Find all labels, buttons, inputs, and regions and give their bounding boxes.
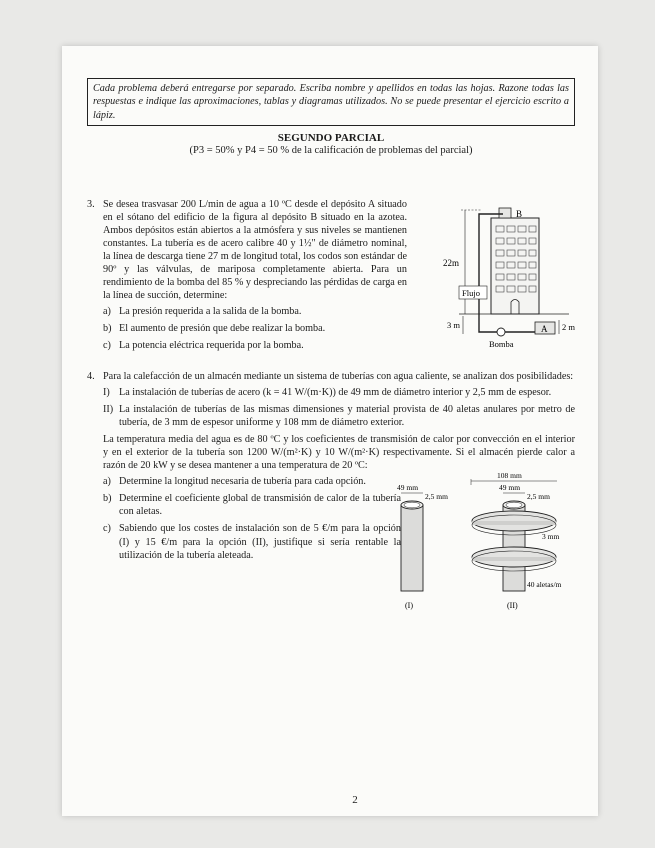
problem-3-question-c: c) La potencia eléctrica requerida por la bomba. bbox=[103, 340, 304, 352]
tank-a-label: A bbox=[541, 324, 548, 334]
problem-4-option-i: I) La instalación de tuberías de acero (k = 41 W/(m·K)) de 49 mm de diámetro interior y 2,5 mm de espesor. bbox=[103, 387, 552, 399]
pump-label: Bomba bbox=[489, 339, 514, 349]
instructions-box: Cada problema deberá entregarse por separado. Escriba nombre y apellidos en todas las hojas. Razone todas las respuestas e indique las aproximaciones, tablas y diagramas utilizados. No se puede presentar el ejercicio escrito a lápiz. bbox=[87, 78, 575, 126]
tank-b-label: B bbox=[516, 209, 523, 219]
tank-2m-label: 2 m bbox=[562, 322, 575, 332]
pipe-ii-thickness-label: 2,5 mm bbox=[527, 492, 550, 501]
flow-label: Flujo bbox=[462, 288, 480, 298]
pipe-i-diameter-label: 49 mm bbox=[397, 483, 419, 492]
pipe-ii-label: (II) bbox=[507, 601, 518, 610]
exam-subtitle: (P3 = 50% y P4 = 50 % de la calificación de problemas del parcial) bbox=[189, 144, 473, 156]
problem-3-number: 3. bbox=[87, 199, 95, 210]
problem-4-question-c: c) Sabiendo que los costes de instalación son de 5 €/m para la opción (I) y 15 €/m para la opción (II), justifique si sería rentable la utilización de la tubería aleteada. bbox=[103, 523, 401, 561]
exam-title: SEGUNDO PARCIAL bbox=[277, 131, 385, 144]
pipe-i-thickness-label: 2,5 mm bbox=[425, 492, 448, 501]
building-figure bbox=[419, 206, 574, 351]
problem-3-statement: Se desea trasvasar 200 L/min de agua a 10 ºC desde el depósito A situado en el sótano del edificio de la figura al depósito B situado en la azotea. Ambos depósitos están abiertos a la atmósfera y sus niveles se mantienen constantes. La tubería es de acero calibre 40 y 1½" de diámetro nominal, la línea de descarga tiene 27 m de longitud total, los codos son estándar de 90º y las válvulas, de mariposa completamente abierta. Para un rendimiento de la bomba del 85 % y despreciando las pérdidas de carga en la línea de succión, determine: bbox=[103, 199, 407, 302]
problem-3-question-a: a) La presión requerida a la salida de la bomba. bbox=[103, 306, 302, 318]
height-22m-label: 22m bbox=[443, 258, 460, 268]
tank-b bbox=[499, 208, 511, 218]
problem-4-conditions: La temperatura media del agua es de 80 ºC y los coeficientes de transmisión de calor por convección en el interior y en el exterior de la tubería son 1200 W/(m²·K) y 10 W/(m²·K) respectivamente. Si el almacén pierde calor a razón de 20 kW y se desea mantener a una temperatura de 20 ºC: bbox=[103, 434, 575, 472]
exam-page bbox=[62, 46, 598, 816]
pipes-figure bbox=[387, 471, 573, 613]
fins-per-meter-label: 40 aletas/m bbox=[527, 580, 562, 589]
fin-thickness-label: 3 mm bbox=[542, 532, 560, 541]
page-content bbox=[87, 78, 575, 806]
problem-4-option-ii: II) La instalación de tuberías de las mismas dimensiones y material provista de 40 aletas anulares por metro de tubería, de 3 mm de espesor uniforme y 108 mm de diámetro exterior. bbox=[103, 404, 575, 429]
problem-3 bbox=[87, 198, 407, 357]
pump-icon bbox=[497, 328, 505, 336]
problem-3-questions bbox=[103, 305, 407, 352]
pipe-ii-diameter-label: 49 mm bbox=[499, 483, 521, 492]
problem-4-question-b: b) Determine el coeficiente global de transmisión de calor de la tubería con aletas. bbox=[103, 493, 401, 518]
pipe-i-label: (I) bbox=[405, 601, 413, 610]
problem-4-number: 4. bbox=[87, 371, 95, 382]
page-number: 2 bbox=[352, 794, 358, 806]
problem-4-questions bbox=[103, 475, 401, 561]
problem-3-question-b: b) El aumento de presión que debe realizar la bomba. bbox=[103, 323, 326, 335]
basement-3m-label: 3 m bbox=[447, 320, 460, 330]
problem-4-question-a: a) Determine la longitud necesaria de tubería para cada opción. bbox=[103, 476, 366, 488]
pipe-i bbox=[401, 505, 423, 591]
problem-4-options bbox=[103, 386, 575, 429]
fin-diameter-label: 108 mm bbox=[497, 471, 522, 480]
problem-4-statement: Para la calefacción de un almacén mediante un sistema de tuberías con agua caliente, se analizan dos posibilidades: bbox=[103, 371, 574, 382]
